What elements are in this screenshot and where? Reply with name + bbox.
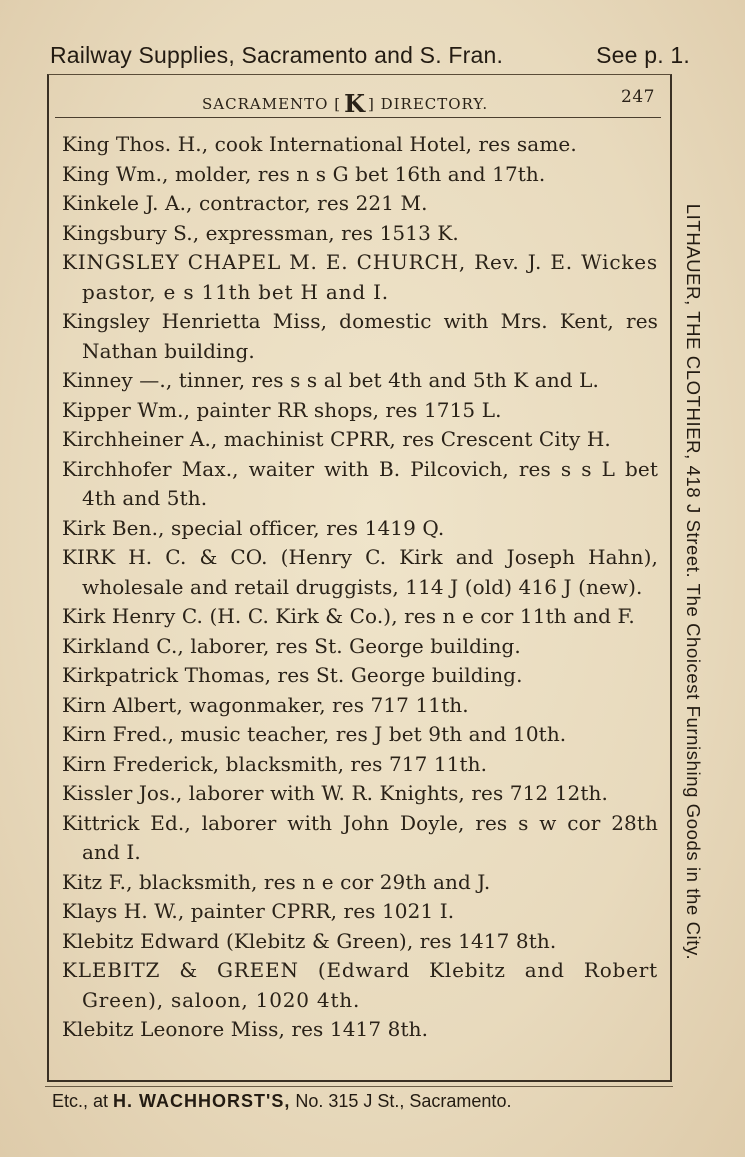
header-city: SACRAMENTO [202,95,329,113]
bottom-ad-address: No. 315 J St., Sacramento. [295,1091,512,1111]
directory-entry: Kinkele J. A., contractor, res 221 M. [62,191,428,215]
header-section-letter: K [344,89,365,118]
side-ad-text: LITHAUER, THE CLOTHIER, 418 J Street. The Choicest Furnishing Goods in the City. [683,203,704,961]
top-ad-text: Railway Supplies, Sacramento and S. Fran. [50,42,504,68]
bottom-ad-prefix: Etc., at [52,1091,109,1111]
page-number: 247 [621,87,655,107]
directory-entries [62,130,658,1045]
directory-entry: Kirchheiner A., machinist CPRR, res Crescent City H. [62,427,611,451]
top-ad-see-page: See p. 1. [596,42,690,68]
bottom-advertisement [52,1091,672,1112]
bottom-divider [45,1086,673,1087]
directory-entry: King Wm., molder, res n s G bet 16th and 17th. [62,161,546,186]
directory-entry: Kirkpatrick Thomas, res St. George building. [62,663,523,687]
directory-entry: Klebitz Leonore Miss, res 1417 8th. [62,1017,429,1041]
directory-entry: Kingsbury S., expressman, res 1513 K. [62,220,459,245]
directory-entry: King Thos. H., cook International Hotel, res same. [62,132,577,156]
header-directory: DIRECTORY. [380,95,489,113]
directory-entry: KINGSLEY CHAPEL M. E. CHURCH, Rev. J. E. Wickes pastor, e s 11th bet H and I. [62,250,658,304]
bottom-ad-business-name: H. WACHHORST'S, [113,1091,291,1111]
running-header [55,83,661,118]
directory-entry: Kirk Ben., special officer, res 1419 Q. [62,515,445,540]
directory-entry: Kittrick Ed., laborer with John Doyle, res s w cor 28th and I. [62,810,658,864]
directory-entry: Kirn Fred., music teacher, res J bet 9th and 10th. [62,722,567,746]
directory-entry: Klays H. W., painter CPRR, res 1021 I. [62,899,455,923]
top-advertisement [50,42,690,69]
directory-entry: KIRK H. C. & CO. (Henry C. Kirk and Joseph Hahn), wholesale and retail druggists, 114 J (old) 416 J (new). [62,545,658,599]
directory-entry: Kinney —., tinner, res s s al bet 4th and 5th K and L. [62,368,600,392]
directory-entry: Kirn Frederick, blacksmith, res 717 11th. [62,751,488,776]
directory-entry: Kissler Jos., laborer with W. R. Knights, res 712 12th. [62,781,608,805]
directory-entry: Kingsley Henrietta Miss, domestic with Mrs. Kent, res Nathan building. [62,309,658,363]
directory-entry: Kirchhofer Max., waiter with B. Pilcovich, res s s L bet 4th and 5th. [62,456,658,510]
side-advertisement [673,82,713,1082]
directory-entry: Kipper Wm., painter RR shops, res 1715 L. [62,397,502,422]
directory-entry: KLEBITZ & GREEN (Edward Klebitz and Robert Green), saloon, 1020 4th. [62,958,658,1012]
directory-entry: Kirn Albert, wagonmaker, res 717 11th. [62,692,469,717]
directory-entry: Klebitz Edward (Klebitz & Green), res 1417 8th. [62,928,557,953]
directory-entry: Kitz F., blacksmith, res n e cor 29th and J. [62,869,491,894]
directory-entry: Kirk Henry C. (H. C. Kirk & Co.), res n e cor 11th and F. [62,604,635,628]
directory-entry: Kirkland C., laborer, res St. George building. [62,633,521,658]
header-title: SACRAMENTO [ K ] DIRECTORY. [202,89,489,118]
